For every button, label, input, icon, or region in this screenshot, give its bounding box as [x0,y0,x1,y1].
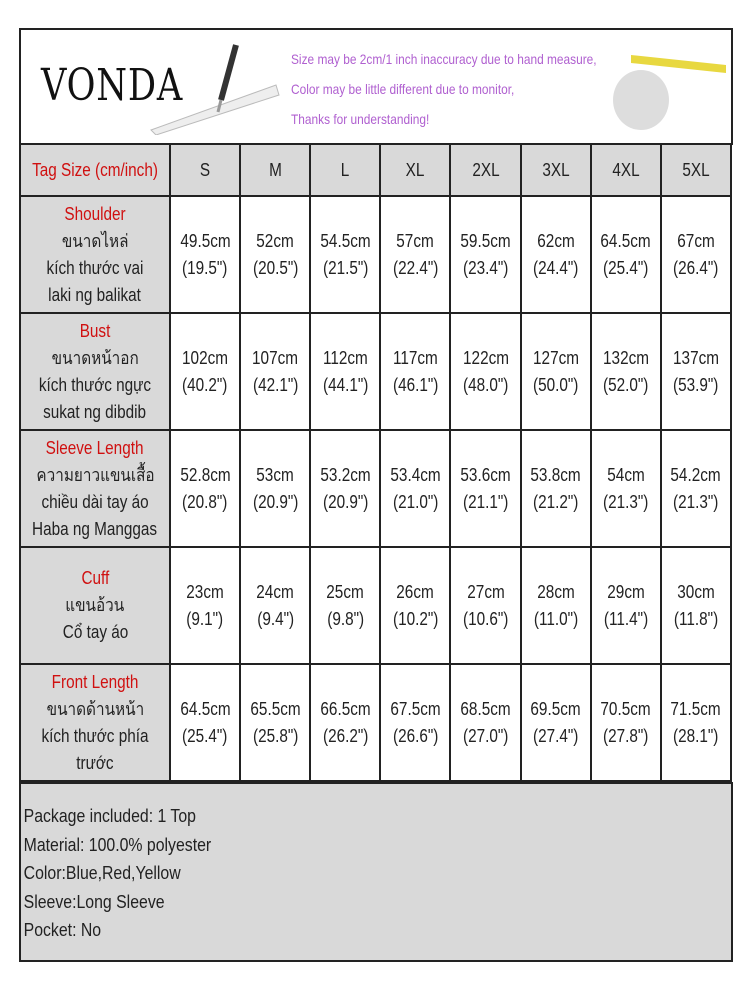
product-info [19,782,733,962]
value-cm: 54.2cm [670,464,721,485]
value-cell [170,664,240,781]
measure-translation: Haba ng Manggas [32,518,158,539]
value-inch: (52.0") [603,374,649,395]
size-label: 3XL [542,159,570,180]
measure-title: Bust [79,320,111,341]
value-cell [450,196,520,313]
value-cell [240,313,310,430]
value-cell [450,664,520,781]
value-inch: (9.1") [186,608,224,629]
value-cell [380,196,450,313]
value-inch: (53.9") [673,374,719,395]
value-cell [521,547,591,664]
value-inch: (25.4") [603,257,649,278]
info-line: Package included: 1 Top [23,806,196,826]
value-cell [240,196,310,313]
value-inch: (19.5") [182,257,228,278]
measure-label [20,196,170,313]
value-cell [170,547,240,664]
header-label: Tag Size (cm/inch) [32,159,158,180]
value-inch: (42.1") [252,374,298,395]
value-cm: 24cm [256,581,294,602]
value-cell [661,313,731,430]
value-inch: (46.1") [392,374,439,395]
value-cm: 23cm [186,581,224,602]
value-inch: (21.3") [673,491,719,512]
value-cm: 64.5cm [600,230,651,251]
value-cell [591,430,661,547]
value-cell [450,430,520,547]
value-cell [170,313,240,430]
value-inch: (11.8") [673,608,719,629]
value-inch: (25.4") [182,725,228,746]
measure-translation: ขนาดด้านหน้า [46,698,144,719]
value-cm: 112cm [322,347,368,368]
info-line: Material: 100.0% polyester [23,834,212,855]
value-cell [450,313,520,430]
value-cm: 57cm [396,230,435,251]
value-cell [450,547,520,664]
size-header [380,144,450,196]
value-inch: (44.1") [322,374,369,395]
header-row [20,144,731,196]
value-cell [591,547,661,664]
value-cell [521,196,591,313]
value-cell [310,313,380,430]
value-cell [310,196,380,313]
value-inch: (9.8") [326,608,364,629]
value-inch: (24.4") [532,257,579,278]
value-inch: (25.8") [252,725,298,746]
value-cell [661,430,731,547]
measure-label [20,664,170,781]
value-inch: (27.4") [532,725,579,746]
size-header [450,144,520,196]
measure-title: Shoulder [64,203,126,224]
value-cell [380,547,450,664]
value-inch: (20.9") [322,491,369,512]
size-header [661,144,731,196]
value-cm: 132cm [602,347,649,368]
value-cm: 53.8cm [530,464,581,485]
value-cm: 64.5cm [180,698,231,719]
value-cell [310,430,380,547]
note: Size may be 2cm/1 inch inaccuracy due to hand measure, [291,51,597,67]
measure-translation: ขนาดหน้าอก [51,347,139,368]
measure-translation: kích thước ngực [38,374,152,395]
value-inch: (22.4") [392,257,439,278]
value-inch: (23.4") [462,257,509,278]
tag-size-header [20,144,170,196]
size-label: S [199,159,211,180]
info-line: Color:Blue,Red,Yellow [23,863,181,883]
value-cm: 52.8cm [180,464,231,485]
value-cm: 67cm [677,230,715,251]
measure-translation: kích thước phía [41,725,149,746]
value-inch: (21.5") [322,257,369,278]
value-inch: (40.2") [182,374,228,395]
size-header [170,144,240,196]
measure-translation: sukat ng dibdib [43,401,147,422]
measure-translation: แขนอ้วน [65,595,125,615]
value-cell [240,430,310,547]
value-cm: 49.5cm [180,230,231,251]
value-cm: 54.5cm [320,230,371,251]
value-cm: 122cm [462,347,509,368]
value-cell [240,547,310,664]
value-inch: (27.8") [603,725,649,746]
value-cell [380,313,450,430]
measure-translation: chiều dài tay áo [41,491,149,512]
measure-translation: ขนาดไหล่ [61,230,129,251]
measure-title: Front Length [51,671,139,692]
value-cm: 53cm [256,464,294,485]
value-inch: (26.6") [392,725,439,746]
value-cm: 30cm [677,581,715,602]
value-cm: 62cm [536,230,575,251]
value-cell [591,196,661,313]
measure-title: Sleeve Length [46,437,144,458]
value-cell [521,430,591,547]
value-inch: (48.0") [462,374,509,395]
size-label: 4XL [612,159,640,180]
value-cell [591,664,661,781]
value-cm: 28cm [536,581,575,602]
value-cm: 27cm [466,581,505,602]
value-cm: 53.2cm [320,464,371,485]
value-cell [380,664,450,781]
measure-label [20,430,170,547]
value-cell [380,430,450,547]
value-cm: 29cm [607,581,645,602]
value-inch: (11.0") [533,608,578,629]
value-cm: 59.5cm [460,230,511,251]
info-line: Sleeve:Long Sleeve [23,891,165,912]
table-row [20,664,731,781]
value-cell [170,430,240,547]
page-content [19,28,732,962]
value-inch: (21.1") [462,491,509,512]
value-inch: (9.4") [256,608,294,629]
measure-label [20,547,170,664]
size-label: 2XL [471,159,500,180]
measure-translation: trước [76,752,114,773]
value-cell [240,664,310,781]
value-inch: (21.0") [392,491,439,512]
value-inch: (20.5") [252,257,298,278]
measure-title: Cuff [81,568,109,588]
value-inch: (50.0") [532,374,579,395]
size-header [310,144,380,196]
value-cm: 137cm [672,347,719,368]
size-label: 5XL [682,159,710,180]
value-cm: 66.5cm [320,698,371,719]
value-inch: (10.6") [462,608,509,629]
value-inch: (27.0") [462,725,509,746]
measure-label [20,313,170,430]
value-cm: 117cm [393,347,438,368]
measuring-tape-icon [601,45,726,130]
info-line: Pocket: No [23,920,102,940]
size-label: XL [406,159,425,180]
note: Color may be little different due to monitor, [291,81,515,97]
value-cm: 53.4cm [390,464,441,485]
value-cm: 102cm [182,347,229,368]
value-cell [310,664,380,781]
value-cm: 69.5cm [530,698,581,719]
note: Thanks for understanding! [291,111,430,127]
size-header [240,144,310,196]
value-cm: 65.5cm [250,698,301,719]
value-inch: (26.2") [322,725,369,746]
banner [19,28,733,145]
measure-translation: laki ng balikat [48,284,142,305]
value-cm: 52cm [256,230,294,251]
disclaimer-notes [291,44,597,134]
value-cell [521,664,591,781]
measure-translation: ความยาวแขนเสื้อ [35,464,155,485]
value-inch: (26.4") [673,257,719,278]
value-inch: (20.9") [252,491,298,512]
brand-logo: VONDA [41,60,184,111]
pencil-ruler-icon [141,40,281,135]
value-cm: 53.6cm [460,464,511,485]
value-cell [521,313,591,430]
table-row [20,547,731,664]
value-inch: (28.1") [673,725,719,746]
value-inch: (10.2") [392,608,439,629]
size-chart-table [19,143,732,782]
value-inch: (21.3") [603,491,649,512]
table-row [20,196,731,313]
value-inch: (11.4") [603,608,648,629]
value-cell [310,547,380,664]
value-cm: 127cm [532,347,579,368]
value-cell [661,196,731,313]
size-label: L [341,159,350,180]
measure-translation: Cổ tay áo [62,622,128,642]
value-cm: 70.5cm [600,698,651,719]
value-cell [170,196,240,313]
value-inch: (20.8") [182,491,228,512]
value-cm: 71.5cm [670,698,721,719]
size-label: M [268,159,282,180]
size-header [521,144,591,196]
value-cell [661,547,731,664]
value-cm: 67.5cm [390,698,441,719]
value-cm: 54cm [607,464,645,485]
size-header [591,144,661,196]
value-cm: 68.5cm [460,698,511,719]
value-cm: 26cm [396,581,435,602]
value-cm: 107cm [252,347,299,368]
value-inch: (21.2") [532,491,579,512]
value-cell [661,664,731,781]
value-cell [591,313,661,430]
measure-translation: kích thước vai [46,257,144,278]
value-cm: 25cm [326,581,365,602]
table-row [20,313,731,430]
table-row [20,430,731,547]
